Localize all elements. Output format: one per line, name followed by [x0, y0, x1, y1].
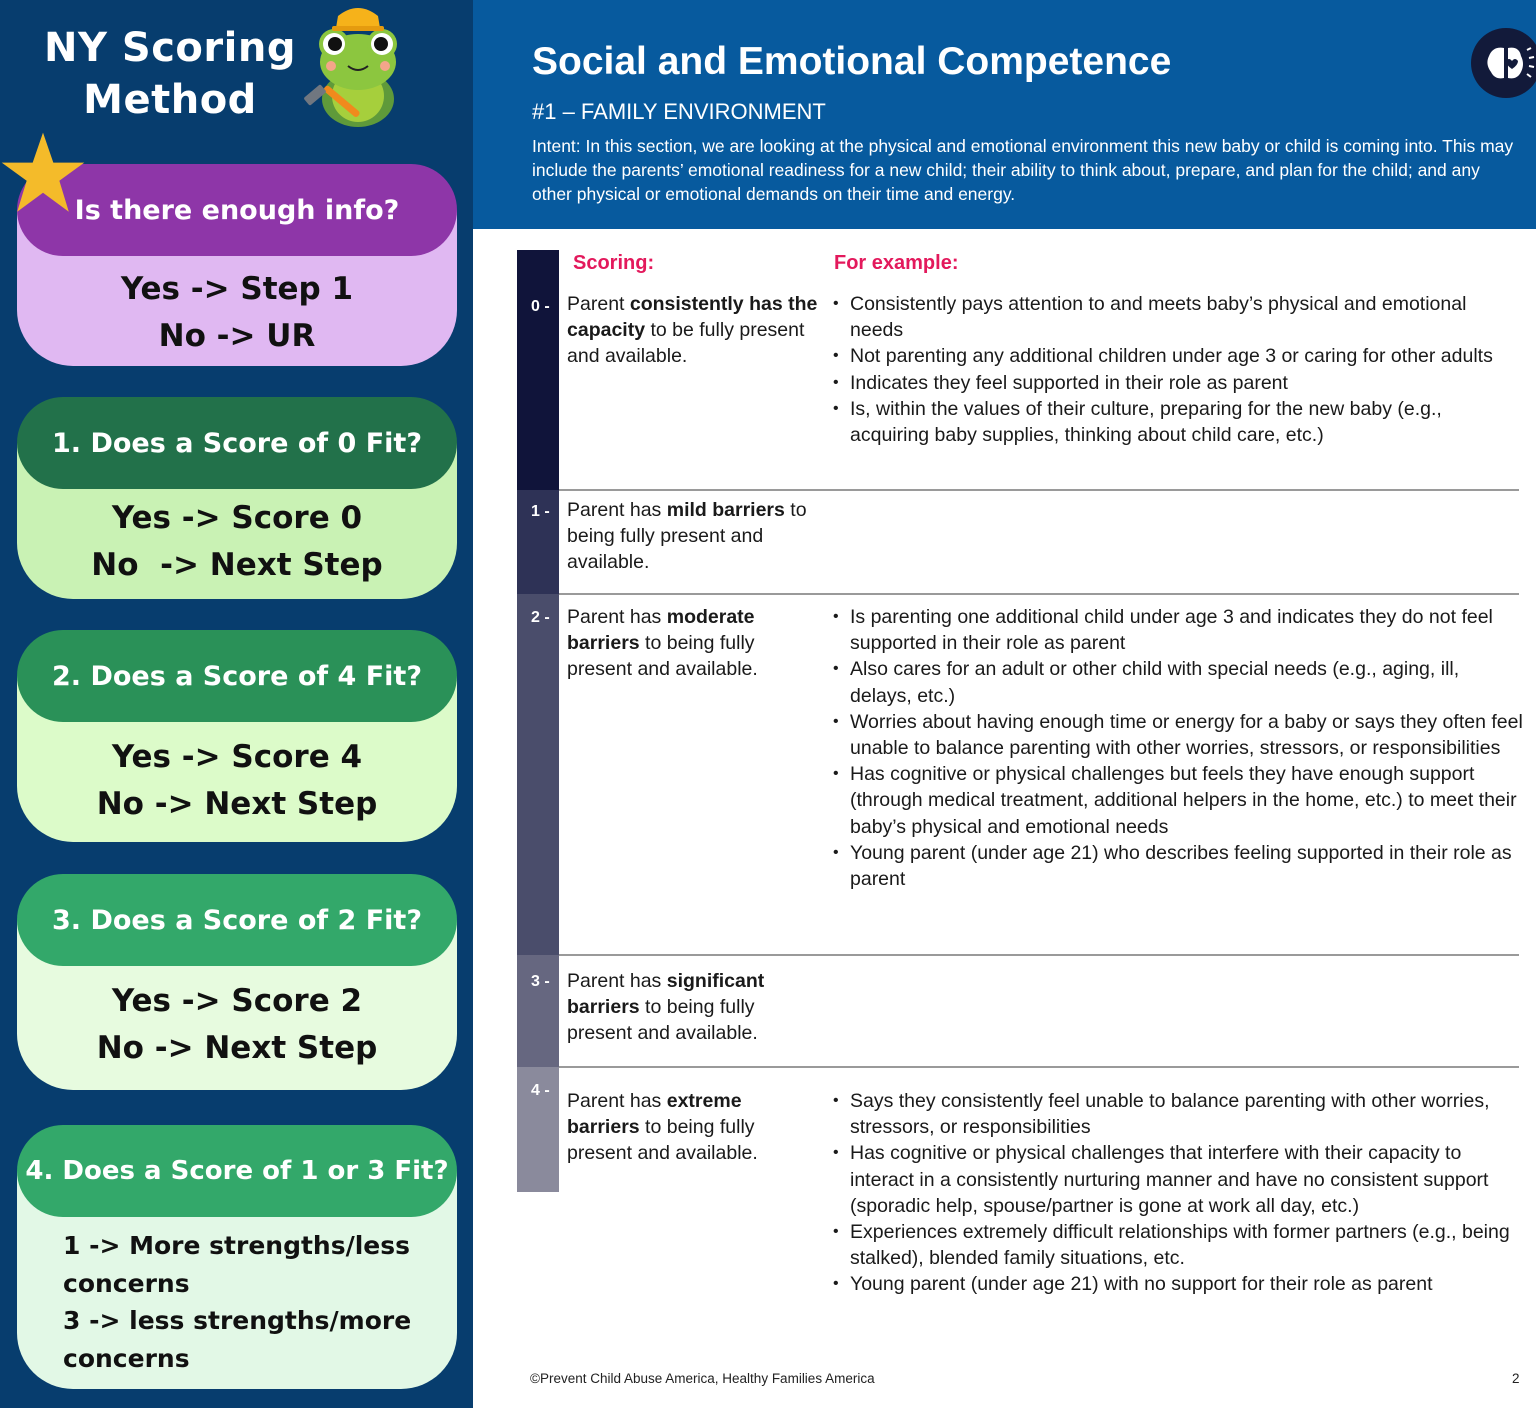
- description-text: to be fully present and available.: [567, 319, 805, 368]
- step-line: Yes -> Step 1: [120, 271, 354, 307]
- example-bullet: • Has cognitive or physical challenges that interfere with their capacity to interact in a consistently nurturing manner and have no consistent support (sporadic help, spouse/partner is gone at work all day, etc.): [833, 1140, 1523, 1219]
- score-3-description: [567, 968, 797, 1047]
- row-divider: [559, 489, 1519, 491]
- score-label: 1 -: [531, 503, 550, 520]
- example-bullet: • Experiences extremely difficult relationships with former partners (e.g., being stalked), blended family situations, etc.: [833, 1219, 1523, 1271]
- score-2-examples: [833, 604, 1523, 892]
- sidebar-title: [40, 22, 300, 126]
- score-band-4: [517, 1067, 559, 1192]
- score-0-examples: [833, 291, 1523, 448]
- row-divider: [559, 954, 1519, 956]
- step-line: Yes -> Score 0: [111, 500, 363, 536]
- step-line: concerns: [63, 1268, 190, 1298]
- step-line: Yes -> Score 2: [111, 983, 363, 1019]
- step-enough-info-header: Is there enough info?: [17, 164, 457, 256]
- example-bullet: • Not parenting any additional children under age 3 or caring for other adults: [833, 343, 1523, 369]
- description-text: to being fully present and available.: [567, 499, 807, 574]
- score-0-description: [567, 291, 827, 370]
- example-bullet: • Is, within the values of their culture, preparing for the new baby (e.g., acquiring baby supplies, thinking about child care, etc.): [833, 396, 1523, 448]
- scoring-method-sidebar: [0, 0, 473, 1408]
- sidebar-title-line2: Method: [83, 77, 257, 123]
- emphasis-text: has the capacity: [567, 293, 818, 342]
- description-text: Parent: [567, 293, 630, 315]
- score-4-examples: [833, 1088, 1523, 1298]
- example-bullet: • Young parent (under age 21) with no support for their role as parent: [833, 1271, 1523, 1297]
- step-score-0-card: [17, 397, 457, 599]
- sidebar-title-line1: NY Scoring: [44, 25, 296, 71]
- example-bullet: • Has cognitive or physical challenges but feels they have enough support (through medical treatment, additional helpers in the home, etc.) to meet their baby’s physical and emotional needs: [833, 761, 1523, 840]
- description-text: Parent has: [567, 1090, 667, 1112]
- step-score-4-header: 2. Does a Score of 4 Fit?: [17, 630, 457, 722]
- example-bullet: • Worries about having enough time or energy for a baby or says they often feel unable to balance parenting with other worries, stressors, or responsibilities: [833, 709, 1523, 761]
- step-line: No -> Next Step: [96, 786, 378, 822]
- score-band-2: [517, 594, 559, 955]
- step-score-1-or-3-card: [17, 1125, 457, 1389]
- frog-mascot-icon: [298, 4, 418, 134]
- description-text: to being fully present and available.: [567, 996, 758, 1045]
- section-subtitle: #1 – FAMILY ENVIRONMENT: [532, 99, 826, 124]
- step-line: concerns: [63, 1343, 190, 1373]
- step-line: No -> UR: [158, 318, 316, 354]
- copyright-footer: ©Prevent Child Abuse America, Healthy Families America: [530, 1371, 875, 1386]
- score-band-3: [517, 955, 559, 1067]
- example-column-header: For example:: [834, 252, 959, 274]
- step-score-1-or-3-header: 4. Does a Score of 1 or 3 Fit?: [17, 1125, 457, 1217]
- description-text: Parent has: [567, 606, 667, 628]
- scoring-column-header: Scoring:: [573, 252, 655, 274]
- step-score-2-card: [17, 874, 457, 1090]
- example-bullet: • Also cares for an adult or other child with special needs (e.g., aging, ill, delays, etc.): [833, 656, 1523, 708]
- score-label: 2 -: [531, 609, 550, 626]
- example-bullet: • Says they consistently feel unable to balance parenting with other worries, stressors, or responsibilities: [833, 1088, 1523, 1140]
- step-line: Yes -> Score 4: [111, 739, 363, 775]
- emphasis-text: extreme barriers: [567, 1090, 742, 1139]
- emphasis-text: consistently: [629, 293, 744, 315]
- score-label: 0 -: [531, 298, 550, 315]
- row-divider: [559, 1066, 1519, 1068]
- page-title: Social and Emotional Competence: [532, 40, 1172, 83]
- description-text: to being fully present and available.: [567, 1116, 758, 1165]
- score-2-description: [567, 604, 792, 683]
- step-score-2-header: 3. Does a Score of 2 Fit?: [17, 874, 457, 966]
- step-line: No -> Next Step: [91, 547, 383, 583]
- score-1-description: [567, 497, 827, 576]
- star-icon: [0, 130, 86, 216]
- example-bullet: • Indicates they feel supported in their role as parent: [833, 370, 1523, 396]
- step-score-4-card: [17, 630, 457, 842]
- step-line: No -> Next Step: [96, 1030, 378, 1066]
- description-text: to being fully present and available.: [567, 632, 758, 681]
- example-bullet: • Is parenting one additional child under age 3 and indicates they do not feel supported in their role as parent: [833, 604, 1523, 656]
- step-line: 3 -> less strengths/more: [63, 1306, 412, 1335]
- page-number: 2: [1512, 1371, 1520, 1386]
- emphasis-text: significant barriers: [567, 970, 765, 1019]
- intent-text: Intent: In this section, we are looking at the physical and emotional environment this new baby or child is coming into. This may include the parents’ emotional readiness for a new child; their ability to think about, prepare, and plan for the child; and any other physical or emotional demands on their time and energy.: [532, 136, 1514, 204]
- description-text: Parent has: [567, 499, 667, 521]
- step-line: 1 -> More strengths/less: [63, 1231, 411, 1260]
- score-4-description: [567, 1088, 792, 1167]
- section-header: [473, 0, 1536, 229]
- brain-heart-icon: [1471, 28, 1536, 98]
- emphasis-text: moderate barriers: [567, 606, 755, 655]
- row-divider: [559, 593, 1519, 595]
- score-band-1: [517, 490, 559, 594]
- example-bullet: • Young parent (under age 21) who describes feeling supported in their role as parent: [833, 840, 1523, 892]
- step-score-0-header: 1. Does a Score of 0 Fit?: [17, 397, 457, 489]
- emphasis-text: mild barriers: [666, 499, 785, 521]
- example-bullet: • Consistently pays attention to and meets baby’s physical and emotional needs: [833, 291, 1523, 343]
- description-text: Parent has: [567, 970, 667, 992]
- score-band-0: [517, 250, 559, 490]
- score-label: 3 -: [531, 973, 550, 990]
- score-label: 4 -: [531, 1082, 550, 1099]
